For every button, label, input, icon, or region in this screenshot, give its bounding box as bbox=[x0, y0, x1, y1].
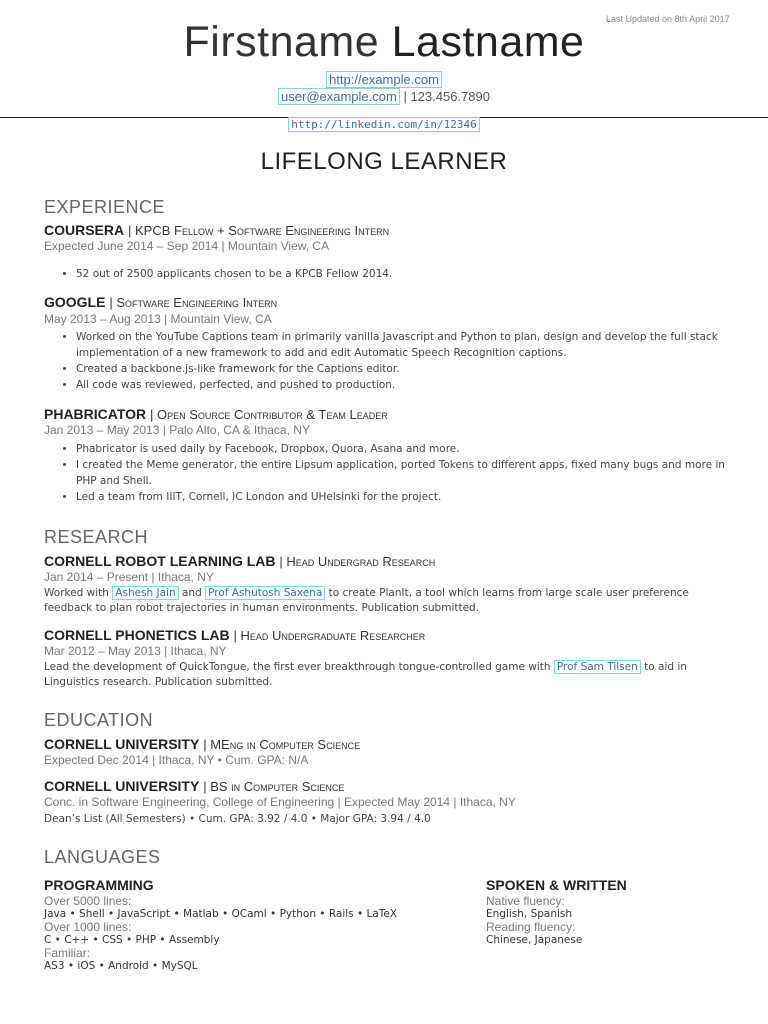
entry-dates: Conc. in Software Engineering, College of Engineering | Expected May 2014 | Ithaca, NY bbox=[44, 795, 516, 809]
website-link[interactable]: http://example.com bbox=[326, 71, 442, 88]
entry-dates: Expected Dec 2014 | Ithaca, NY • Cum. GPA: N/A bbox=[44, 753, 309, 767]
programming-block bbox=[44, 877, 397, 972]
list-item: • All code was reviewed, perfected, and pushed to production. bbox=[76, 377, 736, 393]
programming-title: PROGRAMMING bbox=[44, 877, 154, 893]
last-name: Lastname bbox=[391, 18, 585, 66]
entry-title-phabricator bbox=[44, 406, 388, 422]
page-title bbox=[0, 18, 768, 67]
section-heading-education: EDUCATION bbox=[44, 710, 154, 730]
entry-role: | Open Source Contributor & Team Leader bbox=[150, 407, 388, 422]
entry-title-robot-lab bbox=[44, 553, 435, 569]
langs-familiar: AS3 • iOS • Android • MySQL bbox=[44, 960, 198, 972]
entry-title-coursera bbox=[44, 222, 389, 238]
label-native: Native fluency: bbox=[486, 894, 565, 908]
entry-title-google bbox=[44, 294, 277, 310]
list-item: • Worked on the YouTube Captions team in primarily vanilla Javascript and Python to plan, design and develop the full stack implementation of a new framework to add and edit Automatic Speech Recognition captions. bbox=[76, 329, 736, 361]
email-phone-line bbox=[0, 89, 768, 104]
entry-dates: Mar 2012 – May 2013 | Ithaca, NY bbox=[44, 644, 227, 658]
list-item: • I created the Meme generator, the entire Lipsum application, ported Tokens to different apps, fixed many bugs and more in PHP and Shell. bbox=[76, 457, 736, 489]
entry-dates: Jan 2014 – Present | Ithaca, NY bbox=[44, 570, 214, 584]
entry-org: CORNELL ROBOT LEARNING LAB bbox=[44, 553, 276, 569]
entry-org: CORNELL UNIVERSITY bbox=[44, 778, 200, 794]
entry-role: | Head Undergrad Research bbox=[279, 554, 436, 569]
text-fragment: Lead the development of QuickTongue, the first ever breakthrough tongue-controlled game with bbox=[44, 661, 554, 673]
section-heading-research: RESEARCH bbox=[44, 527, 149, 547]
entry-role: | MEng in Computer Science bbox=[203, 737, 361, 752]
entry-org: PHABRICATOR bbox=[44, 406, 147, 422]
prof-saxena-link[interactable]: Prof Ashutosh Saxena bbox=[205, 586, 325, 600]
label-over-5000: Over 5000 lines: bbox=[44, 894, 132, 908]
bullet-list bbox=[60, 266, 736, 282]
spoken-title: SPOKEN & WRITTEN bbox=[486, 877, 627, 893]
entry-role: | Head Undergraduate Researcher bbox=[233, 628, 426, 643]
entry-dates: Jan 2013 – May 2013 | Palo Alto, CA & Ithaca, NY bbox=[44, 423, 310, 437]
research-description bbox=[44, 660, 724, 690]
label-familiar: Familiar: bbox=[44, 946, 91, 960]
phone-number: | 123.456.7890 bbox=[403, 89, 490, 104]
list-item: • Led a team from IIIT, Cornell, IC London and UHelsinki for the project. bbox=[76, 489, 736, 505]
first-name: Firstname bbox=[183, 18, 380, 66]
section-heading-experience: EXPERIENCE bbox=[44, 197, 166, 217]
entry-title-bs bbox=[44, 778, 344, 794]
langs-over-1000: C • C++ • CSS • PHP • Assembly bbox=[44, 934, 220, 946]
entry-title-phonetics-lab bbox=[44, 627, 425, 643]
entry-dates: May 2013 – Aug 2013 | Mountain View, CA bbox=[44, 312, 272, 326]
gpa-line: Dean’s List (All Semesters) • Cum. GPA: 3.92 / 4.0 • Major GPA: 3.94 / 4.0 bbox=[44, 813, 431, 825]
entry-org: CORNELL PHONETICS LAB bbox=[44, 627, 230, 643]
list-item: • 52 out of 2500 applicants chosen to be a KPCB Fellow 2014. bbox=[76, 266, 736, 282]
email-link[interactable]: user@example.com bbox=[278, 88, 400, 105]
ashesh-jain-link[interactable]: Ashesh Jain bbox=[112, 586, 178, 600]
text-fragment: and bbox=[178, 587, 206, 599]
entry-dates: Expected June 2014 – Sep 2014 | Mountain View, CA bbox=[44, 239, 330, 253]
research-description bbox=[44, 586, 724, 616]
text-fragment: Worked with bbox=[44, 587, 113, 599]
entry-org: CORNELL UNIVERSITY bbox=[44, 736, 200, 752]
label-over-1000: Over 1000 lines: bbox=[44, 920, 132, 934]
entry-role: | Software Engineering Intern bbox=[109, 295, 278, 310]
linkedin-link[interactable]: http://linkedin.com/in/12346 bbox=[288, 117, 479, 132]
linkedin-line bbox=[0, 118, 768, 131]
headline: LIFELONG LEARNER bbox=[260, 148, 508, 175]
entry-org: COURSERA bbox=[44, 222, 125, 238]
entry-title-meng bbox=[44, 736, 360, 752]
langs-native: English, Spanish bbox=[486, 908, 573, 920]
entry-role: | KPCB Fellow + Software Engineering Intern bbox=[128, 223, 390, 238]
website-line bbox=[0, 72, 768, 87]
entry-role: | BS in Computer Science bbox=[203, 779, 345, 794]
list-item: • Phabricator is used daily by Facebook, Dropbox, Quora, Asana and more. bbox=[76, 441, 736, 457]
text-fragment: to create PlanIt, a tool which learns from large scale user preference feedback to plan robot trajectories in human environments. Publication submitted. bbox=[44, 587, 689, 614]
prof-tilsen-link[interactable]: Prof Sam Tilsen bbox=[554, 660, 641, 674]
section-heading-languages: LANGUAGES bbox=[44, 847, 161, 867]
label-reading: Reading fluency: bbox=[486, 920, 576, 934]
langs-reading: Chinese, Japanese bbox=[486, 934, 583, 946]
bullet-list bbox=[60, 441, 736, 505]
entry-org: GOOGLE bbox=[44, 294, 106, 310]
bullet-list bbox=[60, 329, 736, 393]
text-fragment: to aid in Linguistics research. Publication submitted. bbox=[44, 661, 687, 688]
langs-over-5000: Java • Shell • JavaScript • Matlab • OCaml • Python • Rails • LaTeX bbox=[44, 908, 398, 920]
list-item: • Created a backbone.js-like framework for the Captions editor. bbox=[76, 361, 736, 377]
last-updated: Last Updated on 8th April 2017 bbox=[606, 14, 730, 24]
spoken-block bbox=[486, 877, 627, 946]
